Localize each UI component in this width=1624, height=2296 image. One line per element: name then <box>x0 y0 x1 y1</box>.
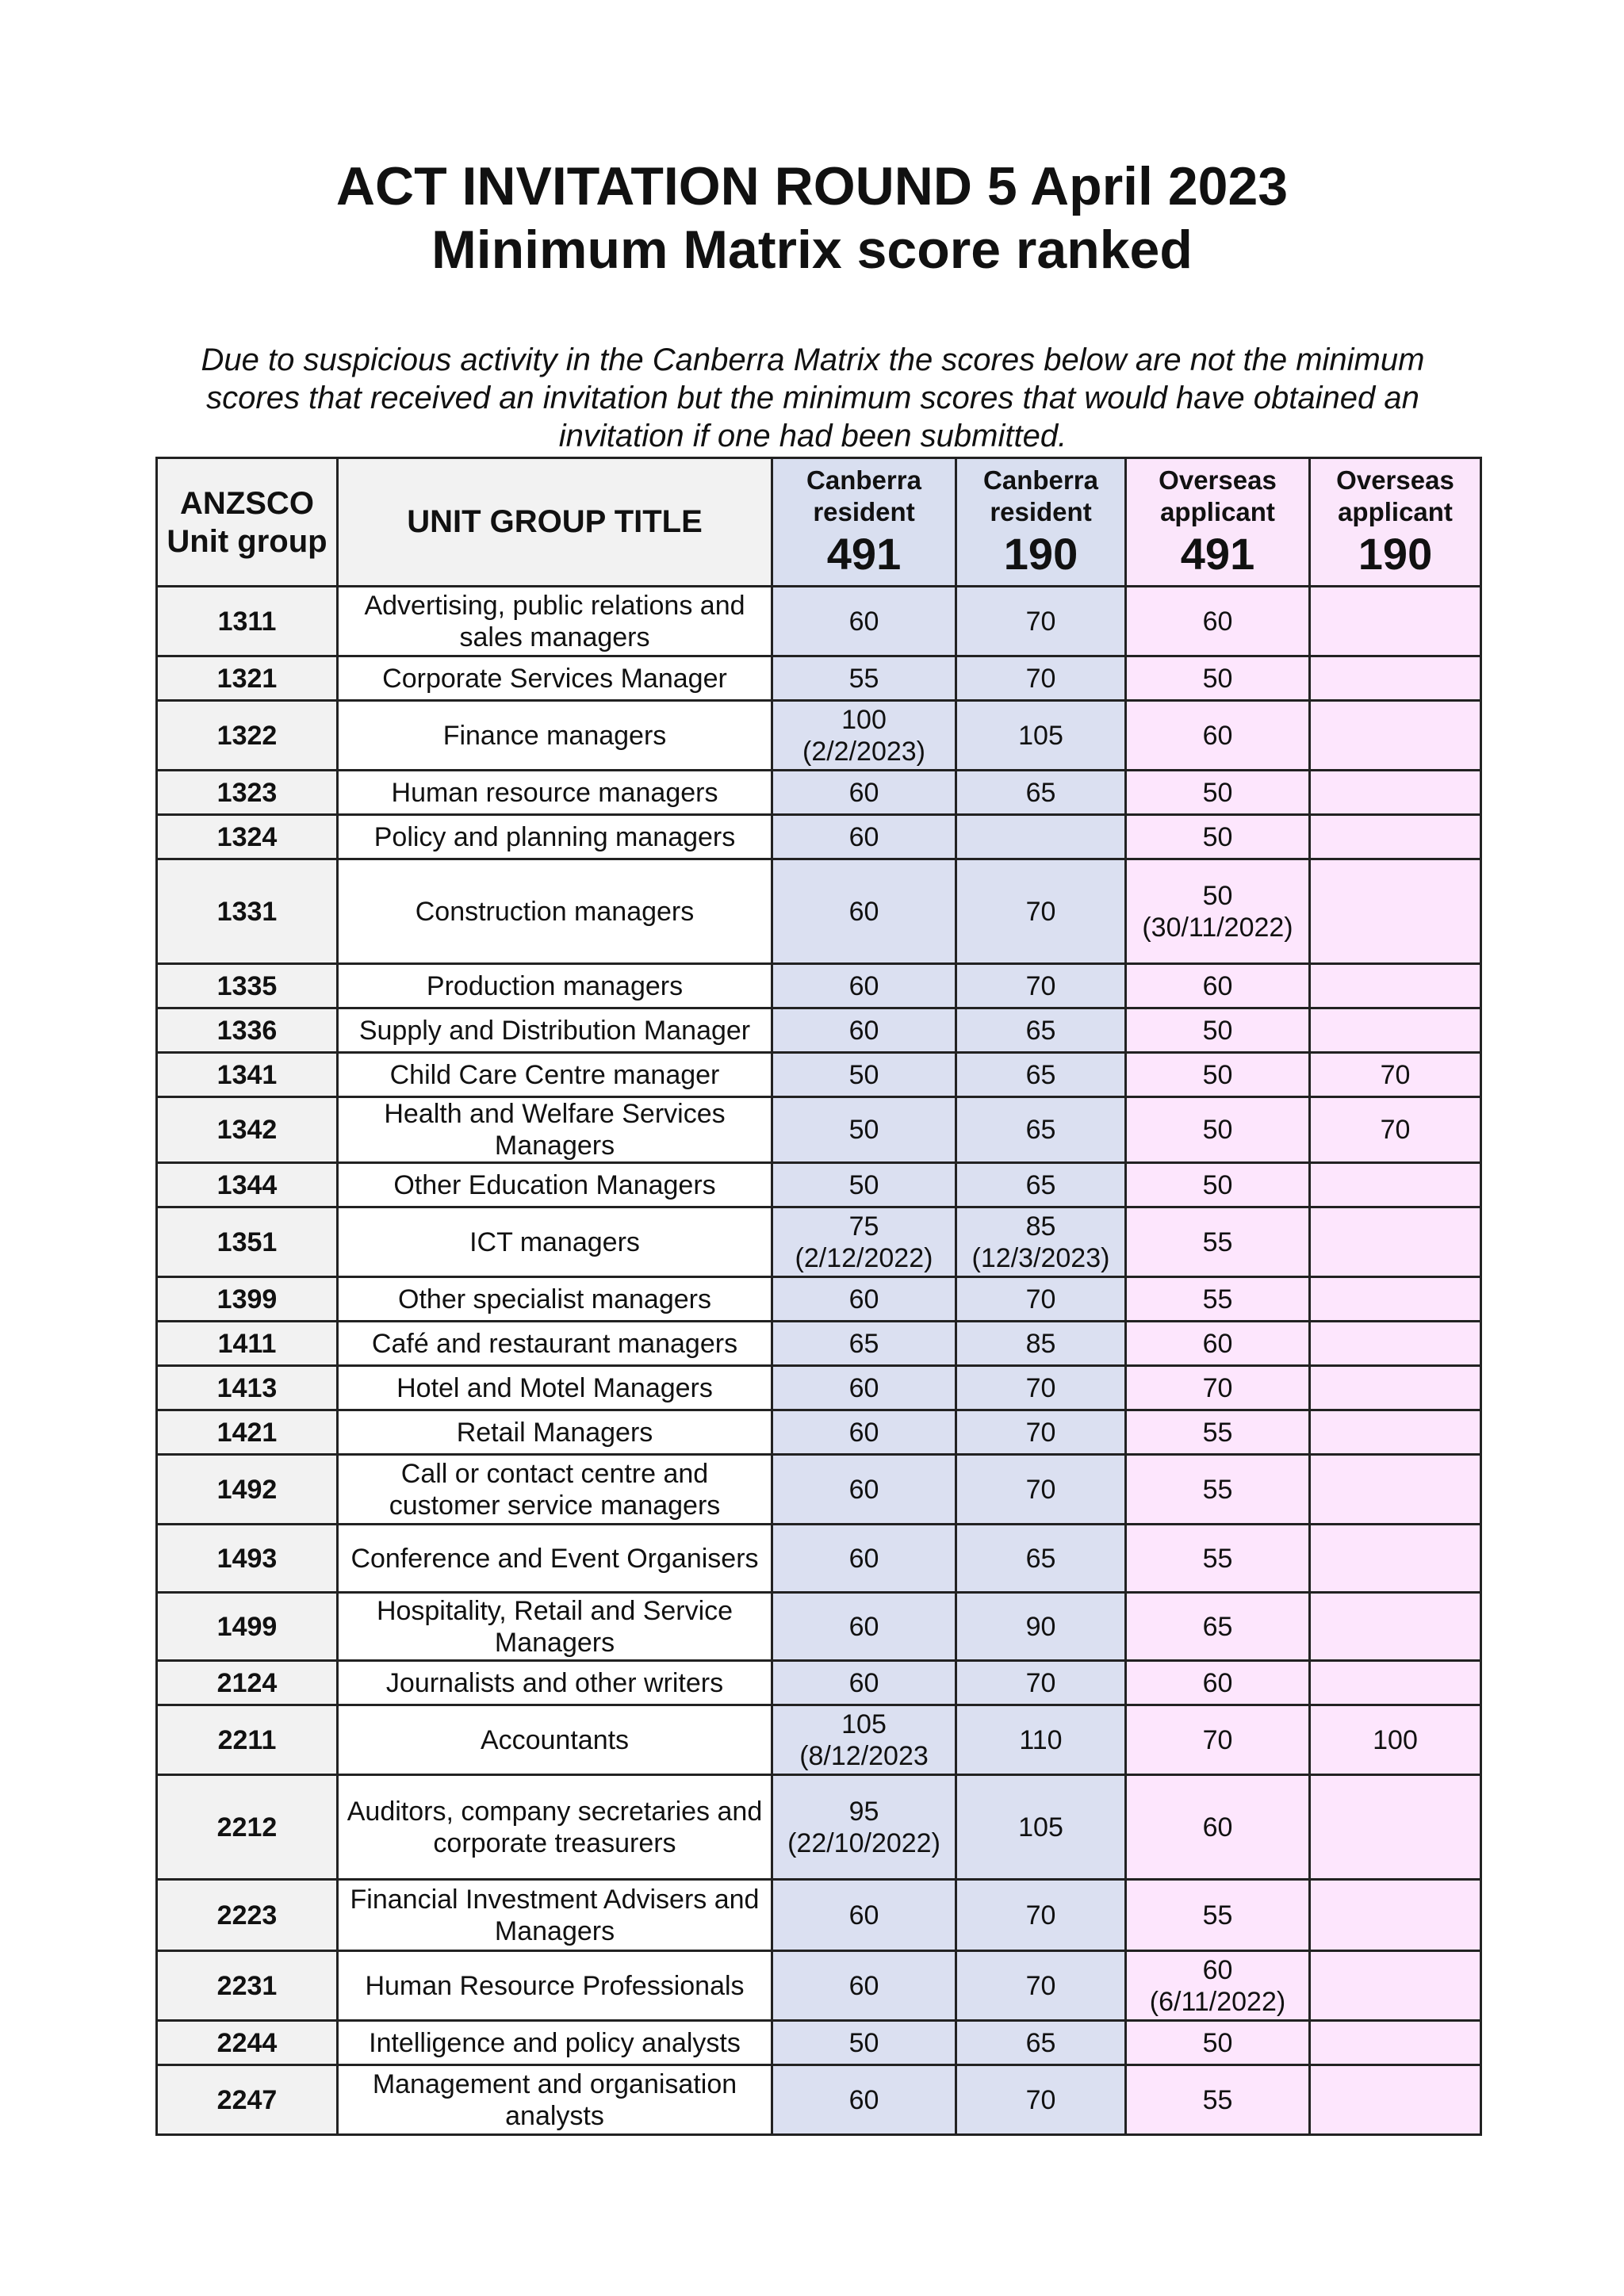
canberra-491-score-cell <box>772 1775 956 1880</box>
header-unit-group-title: UNIT GROUP TITLE <box>338 458 772 587</box>
score-value: 70 <box>1025 1900 1056 1931</box>
canberra-190-score-cell <box>956 1525 1126 1593</box>
overseas-491-score-cell <box>1126 2021 1310 2065</box>
score-value: 50 <box>848 2027 879 2058</box>
header-canberra-190 <box>956 458 1126 587</box>
canberra-190-score-cell <box>956 1705 1126 1775</box>
overseas-190-score-cell <box>1310 1008 1481 1053</box>
table-row <box>157 1661 1481 1705</box>
anzsco-code-cell: 1421 <box>157 1410 338 1455</box>
overseas-190-score-cell <box>1310 1455 1481 1525</box>
score-value: 105 <box>1018 1812 1063 1843</box>
anzsco-code-cell: 1331 <box>157 859 338 964</box>
overseas-190-score-cell <box>1310 859 1481 964</box>
score-value: 70 <box>1025 606 1056 637</box>
canberra-190-score-cell <box>956 1163 1126 1207</box>
score-value: 70 <box>1025 896 1056 927</box>
score-value: 105 <box>1018 720 1063 751</box>
score-value: 105 <box>841 1709 887 1739</box>
anzsco-code-cell: 2231 <box>157 1951 338 2021</box>
score-value: 60 <box>848 606 879 637</box>
canberra-491-score-cell <box>772 1053 956 1097</box>
canberra-190-score-cell <box>956 587 1126 656</box>
header-num: 491 <box>1180 528 1255 579</box>
score-value: 60 <box>848 1667 879 1698</box>
unit-group-title-cell: Production managers <box>338 964 772 1008</box>
table-row <box>157 1008 1481 1053</box>
score-value: 60 <box>848 2084 879 2115</box>
score-value: 55 <box>848 663 879 694</box>
table-row <box>157 859 1481 964</box>
table-row <box>157 1097 1481 1163</box>
anzsco-code-cell: 2247 <box>157 2065 338 2135</box>
score-value: 65 <box>1025 1059 1056 1090</box>
anzsco-code-cell: 2244 <box>157 2021 338 2065</box>
canberra-491-score-cell <box>772 2065 956 2135</box>
unit-group-title-cell: Retail Managers <box>338 1410 772 1455</box>
table-row <box>157 815 1481 859</box>
score-value: 60 <box>848 1474 879 1505</box>
canberra-190-score-cell <box>956 1322 1126 1366</box>
anzsco-code-cell: 1322 <box>157 701 338 771</box>
overseas-190-score-cell: 100 <box>1310 1705 1481 1775</box>
canberra-491-score-cell <box>772 701 956 771</box>
anzsco-code-cell: 1311 <box>157 587 338 656</box>
overseas-190-score-cell <box>1310 771 1481 815</box>
anzsco-code-cell: 1323 <box>157 771 338 815</box>
canberra-491-score-cell <box>772 1455 956 1525</box>
score-value: 95 <box>848 1796 879 1827</box>
overseas-491-score-cell <box>1126 1097 1310 1163</box>
score-value: 60 <box>1202 1954 1233 1985</box>
overseas-190-score-cell <box>1310 701 1481 771</box>
canberra-491-score-cell <box>772 1008 956 1053</box>
score-value: 50 <box>1202 1059 1233 1090</box>
unit-group-title-cell: Intelligence and policy analysts <box>338 2021 772 2065</box>
header-num: 491 <box>826 528 902 579</box>
overseas-190-score-cell: 70 <box>1310 1097 1481 1163</box>
anzsco-code-cell: 1336 <box>157 1008 338 1053</box>
score-value: 60 <box>1202 1328 1233 1359</box>
anzsco-code-cell: 1321 <box>157 656 338 701</box>
anzsco-code-cell: 1399 <box>157 1277 338 1322</box>
score-value: 60 <box>1202 720 1233 751</box>
score-value: 60 <box>848 1543 879 1574</box>
unit-group-title-cell: Policy and planning managers <box>338 815 772 859</box>
overseas-190-score-cell <box>1310 1410 1481 1455</box>
canberra-491-score-cell <box>772 1593 956 1661</box>
table-row <box>157 1163 1481 1207</box>
unit-group-title-cell: Management and organisation analysts <box>338 2065 772 2135</box>
score-value: 60 <box>1202 1812 1233 1843</box>
score-date: (2/2/2023) <box>802 736 925 767</box>
canberra-190-score-cell <box>956 1366 1126 1410</box>
header-sub: Overseas applicant <box>1336 465 1454 526</box>
canberra-190-score-cell <box>956 1053 1126 1097</box>
canberra-491-score-cell <box>772 656 956 701</box>
score-date: (2/12/2022) <box>795 1242 933 1273</box>
overseas-491-score-cell <box>1126 1322 1310 1366</box>
header-overseas-190 <box>1310 458 1481 587</box>
canberra-190-score-cell <box>956 1008 1126 1053</box>
unit-group-title-cell: Hospitality, Retail and Service Managers <box>338 1593 772 1661</box>
score-value: 55 <box>1202 2084 1233 2115</box>
canberra-190-score-cell <box>956 2021 1126 2065</box>
overseas-491-score-cell <box>1126 1008 1310 1053</box>
canberra-491-score-cell <box>772 859 956 964</box>
score-value: 75 <box>848 1211 879 1242</box>
score-value: 50 <box>1202 777 1233 808</box>
anzsco-code-cell: 1341 <box>157 1053 338 1097</box>
unit-group-title-cell: Corporate Services Manager <box>338 656 772 701</box>
score-value: 60 <box>848 1417 879 1448</box>
score-value: 50 <box>1202 1115 1233 1145</box>
score-value: 55 <box>1202 1543 1233 1574</box>
score-value: 65 <box>1025 1543 1056 1574</box>
overseas-190-score-cell <box>1310 1366 1481 1410</box>
score-value: 70 <box>1025 2084 1056 2115</box>
table-row <box>157 1053 1481 1097</box>
overseas-190-score-cell <box>1310 1951 1481 2021</box>
table-row <box>157 1525 1481 1593</box>
score-value: 70 <box>1025 1970 1056 2001</box>
anzsco-code-cell: 1351 <box>157 1207 338 1277</box>
score-value: 60 <box>1202 1667 1233 1698</box>
score-value: 55 <box>1202 1900 1233 1931</box>
canberra-190-score-cell <box>956 771 1126 815</box>
overseas-491-score-cell <box>1126 1661 1310 1705</box>
score-value: 70 <box>1025 1372 1056 1403</box>
table-row <box>157 1705 1481 1775</box>
page-title-line-1: ACT INVITATION ROUND 5 April 2023 <box>335 156 1289 216</box>
table-row <box>157 771 1481 815</box>
score-value: 50 <box>848 1115 879 1145</box>
overseas-190-score-cell <box>1310 964 1481 1008</box>
score-value: 60 <box>848 1611 879 1642</box>
canberra-190-score-cell <box>956 1455 1126 1525</box>
score-value: 50 <box>848 1059 879 1090</box>
anzsco-code-cell: 1324 <box>157 815 338 859</box>
anzsco-code-cell: 2223 <box>157 1880 338 1951</box>
score-value: 70 <box>1202 1724 1233 1755</box>
overseas-190-score-cell <box>1310 1525 1481 1593</box>
score-value: 60 <box>848 1900 879 1931</box>
score-value: 50 <box>848 1169 879 1200</box>
score-value: 60 <box>848 896 879 927</box>
overseas-491-score-cell <box>1126 1775 1310 1880</box>
canberra-190-score-cell <box>956 1775 1126 1880</box>
score-value: 70 <box>1025 970 1056 1001</box>
anzsco-code-cell: 2211 <box>157 1705 338 1775</box>
table-row <box>157 1593 1481 1661</box>
header-overseas-491 <box>1126 458 1310 587</box>
anzsco-code-cell: 1492 <box>157 1455 338 1525</box>
canberra-491-score-cell <box>772 964 956 1008</box>
score-value: 50 <box>1202 821 1233 852</box>
overseas-491-score-cell <box>1126 815 1310 859</box>
score-date: (8/12/2023 <box>799 1740 929 1771</box>
unit-group-title-cell: Advertising, public relations and sales managers <box>338 587 772 656</box>
canberra-491-score-cell <box>772 815 956 859</box>
score-value: 55 <box>1202 1417 1233 1448</box>
page-title-line-2: Minimum Matrix score ranked <box>431 220 1193 280</box>
overseas-190-score-cell <box>1310 1775 1481 1880</box>
unit-group-title-cell: ICT managers <box>338 1207 772 1277</box>
anzsco-code-cell: 1411 <box>157 1322 338 1366</box>
unit-group-title-cell: Construction managers <box>338 859 772 964</box>
anzsco-code-cell: 2212 <box>157 1775 338 1880</box>
score-value: 50 <box>1202 880 1233 911</box>
score-value: 60 <box>848 970 879 1001</box>
overseas-491-score-cell <box>1126 859 1310 964</box>
unit-group-title-cell: Financial Investment Advisers and Managers <box>338 1880 772 1951</box>
canberra-491-score-cell <box>772 1366 956 1410</box>
score-value: 60 <box>848 1970 879 2001</box>
score-value: 55 <box>1202 1226 1233 1257</box>
table-row <box>157 656 1481 701</box>
score-value: 50 <box>1202 2027 1233 2058</box>
canberra-491-score-cell <box>772 1207 956 1277</box>
overseas-491-score-cell <box>1126 1525 1310 1593</box>
score-value: 65 <box>1025 2027 1056 2058</box>
score-value: 50 <box>1202 1015 1233 1046</box>
score-value: 90 <box>1025 1611 1056 1642</box>
score-value: 70 <box>1025 663 1056 694</box>
overseas-491-score-cell <box>1126 656 1310 701</box>
score-value: 70 <box>1025 1417 1056 1448</box>
overseas-190-score-cell <box>1310 1277 1481 1322</box>
table-row <box>157 1880 1481 1951</box>
canberra-491-score-cell <box>772 1322 956 1366</box>
header-row <box>157 458 1481 587</box>
canberra-491-score-cell <box>772 2021 956 2065</box>
overseas-491-score-cell <box>1126 771 1310 815</box>
table-row <box>157 587 1481 656</box>
canberra-190-score-cell <box>956 1951 1126 2021</box>
overseas-190-score-cell <box>1310 815 1481 859</box>
table-row <box>157 1951 1481 2021</box>
score-value: 60 <box>1202 606 1233 637</box>
unit-group-title-cell: Finance managers <box>338 701 772 771</box>
canberra-190-score-cell <box>956 859 1126 964</box>
anzsco-code-cell: 1413 <box>157 1366 338 1410</box>
table-row <box>157 1277 1481 1322</box>
canberra-491-score-cell <box>772 1705 956 1775</box>
overseas-491-score-cell <box>1126 1277 1310 1322</box>
overseas-190-score-cell <box>1310 1163 1481 1207</box>
canberra-491-score-cell <box>772 1097 956 1163</box>
overseas-491-score-cell <box>1126 1053 1310 1097</box>
score-date: (30/11/2022) <box>1142 912 1293 943</box>
canberra-190-score-cell <box>956 1097 1126 1163</box>
score-value: 65 <box>1025 777 1056 808</box>
overseas-190-score-cell <box>1310 656 1481 701</box>
header-num: 190 <box>1003 528 1078 579</box>
canberra-491-score-cell <box>772 771 956 815</box>
unit-group-title-cell: Accountants <box>338 1705 772 1775</box>
score-value: 85 <box>1025 1328 1056 1359</box>
header-sub: Canberra resident <box>983 465 1098 526</box>
score-value: 50 <box>1202 1169 1233 1200</box>
overseas-190-score-cell <box>1310 1322 1481 1366</box>
score-value: 65 <box>1025 1169 1056 1200</box>
header-anzsco-code: ANZSCO Unit group <box>157 458 338 587</box>
unit-group-title-cell: Conference and Event Organisers <box>338 1525 772 1593</box>
table-row <box>157 1366 1481 1410</box>
overseas-190-score-cell <box>1310 1593 1481 1661</box>
score-value: 70 <box>1202 1372 1233 1403</box>
overseas-190-score-cell <box>1310 2065 1481 2135</box>
header-num: 190 <box>1358 528 1433 579</box>
score-value: 70 <box>1025 1667 1056 1698</box>
canberra-190-score-cell <box>956 2065 1126 2135</box>
canberra-190-score-cell <box>956 701 1126 771</box>
anzsco-code-cell: 1344 <box>157 1163 338 1207</box>
overseas-491-score-cell <box>1126 1410 1310 1455</box>
score-value: 55 <box>1202 1284 1233 1314</box>
table-row <box>157 964 1481 1008</box>
score-value: 85 <box>1025 1211 1056 1242</box>
canberra-491-score-cell <box>772 1880 956 1951</box>
unit-group-title-cell: Call or contact centre and customer service managers <box>338 1455 772 1525</box>
overseas-491-score-cell <box>1126 1163 1310 1207</box>
unit-group-title-cell: Journalists and other writers <box>338 1661 772 1705</box>
score-value: 65 <box>848 1328 879 1359</box>
canberra-190-score-cell <box>956 1277 1126 1322</box>
table-row <box>157 1775 1481 1880</box>
overseas-190-score-cell <box>1310 2021 1481 2065</box>
score-date: (22/10/2022) <box>787 1827 940 1858</box>
table-row <box>157 2021 1481 2065</box>
anzsco-code-cell: 1335 <box>157 964 338 1008</box>
overseas-491-score-cell <box>1126 587 1310 656</box>
page-title <box>0 155 1624 281</box>
anzsco-code-cell: 1499 <box>157 1593 338 1661</box>
canberra-190-score-cell <box>956 815 1126 859</box>
score-value: 70 <box>1025 1474 1056 1505</box>
unit-group-title-cell: Human resource managers <box>338 771 772 815</box>
overseas-491-score-cell <box>1126 1455 1310 1525</box>
canberra-491-score-cell <box>772 1661 956 1705</box>
canberra-491-score-cell <box>772 1410 956 1455</box>
canberra-190-score-cell <box>956 964 1126 1008</box>
score-date: (6/11/2022) <box>1149 1986 1286 2017</box>
overseas-491-score-cell <box>1126 1593 1310 1661</box>
score-value: 110 <box>1019 1724 1063 1755</box>
anzsco-code-cell: 1493 <box>157 1525 338 1593</box>
unit-group-title-cell: Other specialist managers <box>338 1277 772 1322</box>
overseas-491-score-cell <box>1126 701 1310 771</box>
canberra-190-score-cell <box>956 1880 1126 1951</box>
header-canberra-491 <box>772 458 956 587</box>
anzsco-code-cell: 2124 <box>157 1661 338 1705</box>
overseas-491-score-cell <box>1126 2065 1310 2135</box>
canberra-491-score-cell <box>772 1525 956 1593</box>
table-row <box>157 1410 1481 1455</box>
overseas-491-score-cell <box>1126 1951 1310 2021</box>
unit-group-title-cell: Child Care Centre manager <box>338 1053 772 1097</box>
score-table <box>155 457 1482 2136</box>
score-value: 65 <box>1025 1015 1056 1046</box>
score-value: 65 <box>1202 1611 1233 1642</box>
table-row <box>157 1207 1481 1277</box>
header-sub: Canberra resident <box>806 465 921 526</box>
canberra-491-score-cell <box>772 1163 956 1207</box>
overseas-190-score-cell <box>1310 1661 1481 1705</box>
score-value: 60 <box>848 821 879 852</box>
anzsco-code-cell: 1342 <box>157 1097 338 1163</box>
overseas-190-score-cell <box>1310 1880 1481 1951</box>
unit-group-title-cell: Health and Welfare Services Managers <box>338 1097 772 1163</box>
unit-group-title-cell: Café and restaurant managers <box>338 1322 772 1366</box>
canberra-190-score-cell <box>956 1593 1126 1661</box>
score-value: 60 <box>848 1015 879 1046</box>
overseas-491-score-cell <box>1126 1880 1310 1951</box>
score-value: 50 <box>1202 663 1233 694</box>
score-date: (12/3/2023) <box>971 1242 1110 1273</box>
overseas-491-score-cell <box>1126 964 1310 1008</box>
canberra-190-score-cell <box>956 656 1126 701</box>
canberra-190-score-cell <box>956 1410 1126 1455</box>
intro-note: Due to suspicious activity in the Canberra Matrix the scores below are not the minimum scores that received an invitation but the minimum scores that would have obtained an invitation if one had been submitted. <box>201 342 1425 453</box>
score-value: 70 <box>1025 1284 1056 1314</box>
score-value: 65 <box>1025 1115 1056 1145</box>
overseas-190-score-cell <box>1310 587 1481 656</box>
table-row <box>157 1322 1481 1366</box>
unit-group-title-cell: Supply and Distribution Manager <box>338 1008 772 1053</box>
canberra-190-score-cell <box>956 1661 1126 1705</box>
canberra-491-score-cell <box>772 1951 956 2021</box>
overseas-491-score-cell <box>1126 1207 1310 1277</box>
table-row <box>157 701 1481 771</box>
canberra-491-score-cell <box>772 587 956 656</box>
score-value: 60 <box>848 1284 879 1314</box>
header-sub: Overseas applicant <box>1159 465 1277 526</box>
score-value: 60 <box>848 1372 879 1403</box>
overseas-190-score-cell <box>1310 1207 1481 1277</box>
overseas-491-score-cell <box>1126 1366 1310 1410</box>
unit-group-title-cell: Human Resource Professionals <box>338 1951 772 2021</box>
overseas-491-score-cell <box>1126 1705 1310 1775</box>
score-value: 60 <box>848 777 879 808</box>
score-value: 100 <box>841 704 887 735</box>
unit-group-title-cell: Hotel and Motel Managers <box>338 1366 772 1410</box>
table-row <box>157 2065 1481 2135</box>
canberra-190-score-cell <box>956 1207 1126 1277</box>
unit-group-title-cell: Other Education Managers <box>338 1163 772 1207</box>
unit-group-title-cell: Auditors, company secretaries and corporate treasurers <box>338 1775 772 1880</box>
score-value: 60 <box>1202 970 1233 1001</box>
overseas-190-score-cell: 70 <box>1310 1053 1481 1097</box>
table-row <box>157 1455 1481 1525</box>
score-value: 55 <box>1202 1474 1233 1505</box>
canberra-491-score-cell <box>772 1277 956 1322</box>
